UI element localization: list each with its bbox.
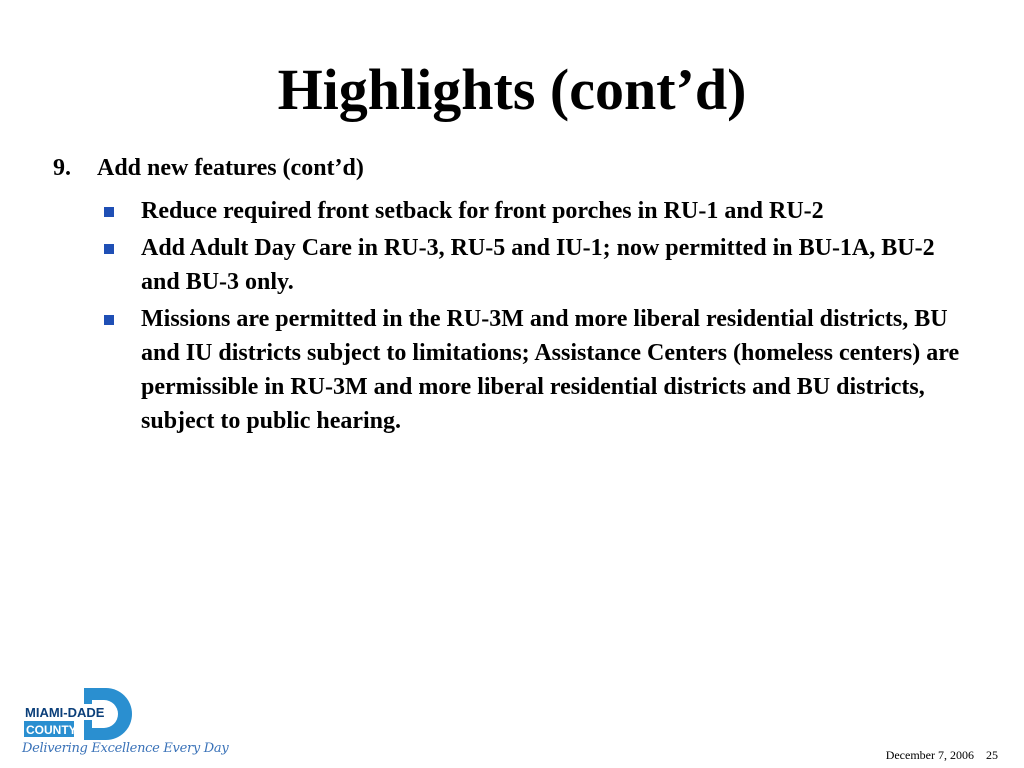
slide-title: Highlights (cont’d) [277,57,747,122]
item-heading: Add new features (cont’d) [97,155,364,181]
county-logo-icon [22,686,142,742]
numbered-item [53,151,364,185]
square-bullet-icon [104,207,114,217]
page-number: 25 [986,748,998,762]
logo-line2: COUNTY [26,723,77,737]
bullet-text: Missions are permitted in the RU-3M and more liberal residential districts, BU and IU districts subject to limitations; Assistance Centers (homeless centers) are permissible in RU-3M and more liberal residential districts and BU districts, subject to public hearing. [141,306,960,434]
square-bullet-icon [104,244,114,254]
logo-tagline: Delivering Excellence Every Day [22,741,229,756]
bullet-list [104,194,964,441]
square-bullet-icon [104,315,114,325]
bullet-item [104,231,964,299]
bullet-text: Add Adult Day Care in RU-3, RU-5 and IU-1; now permitted in BU-1A, BU-2 and BU-3 only. [141,235,935,295]
slide-footer [886,747,998,763]
footer-date: December 7, 2006 [885,748,974,762]
bullet-item [104,194,964,228]
item-number: 9. [53,155,71,181]
logo-line1: MIAMI-DADE [25,705,105,720]
bullet-text: Reduce required front setback for front porches in RU-1 and RU-2 [141,198,824,224]
bullet-item [104,302,964,438]
